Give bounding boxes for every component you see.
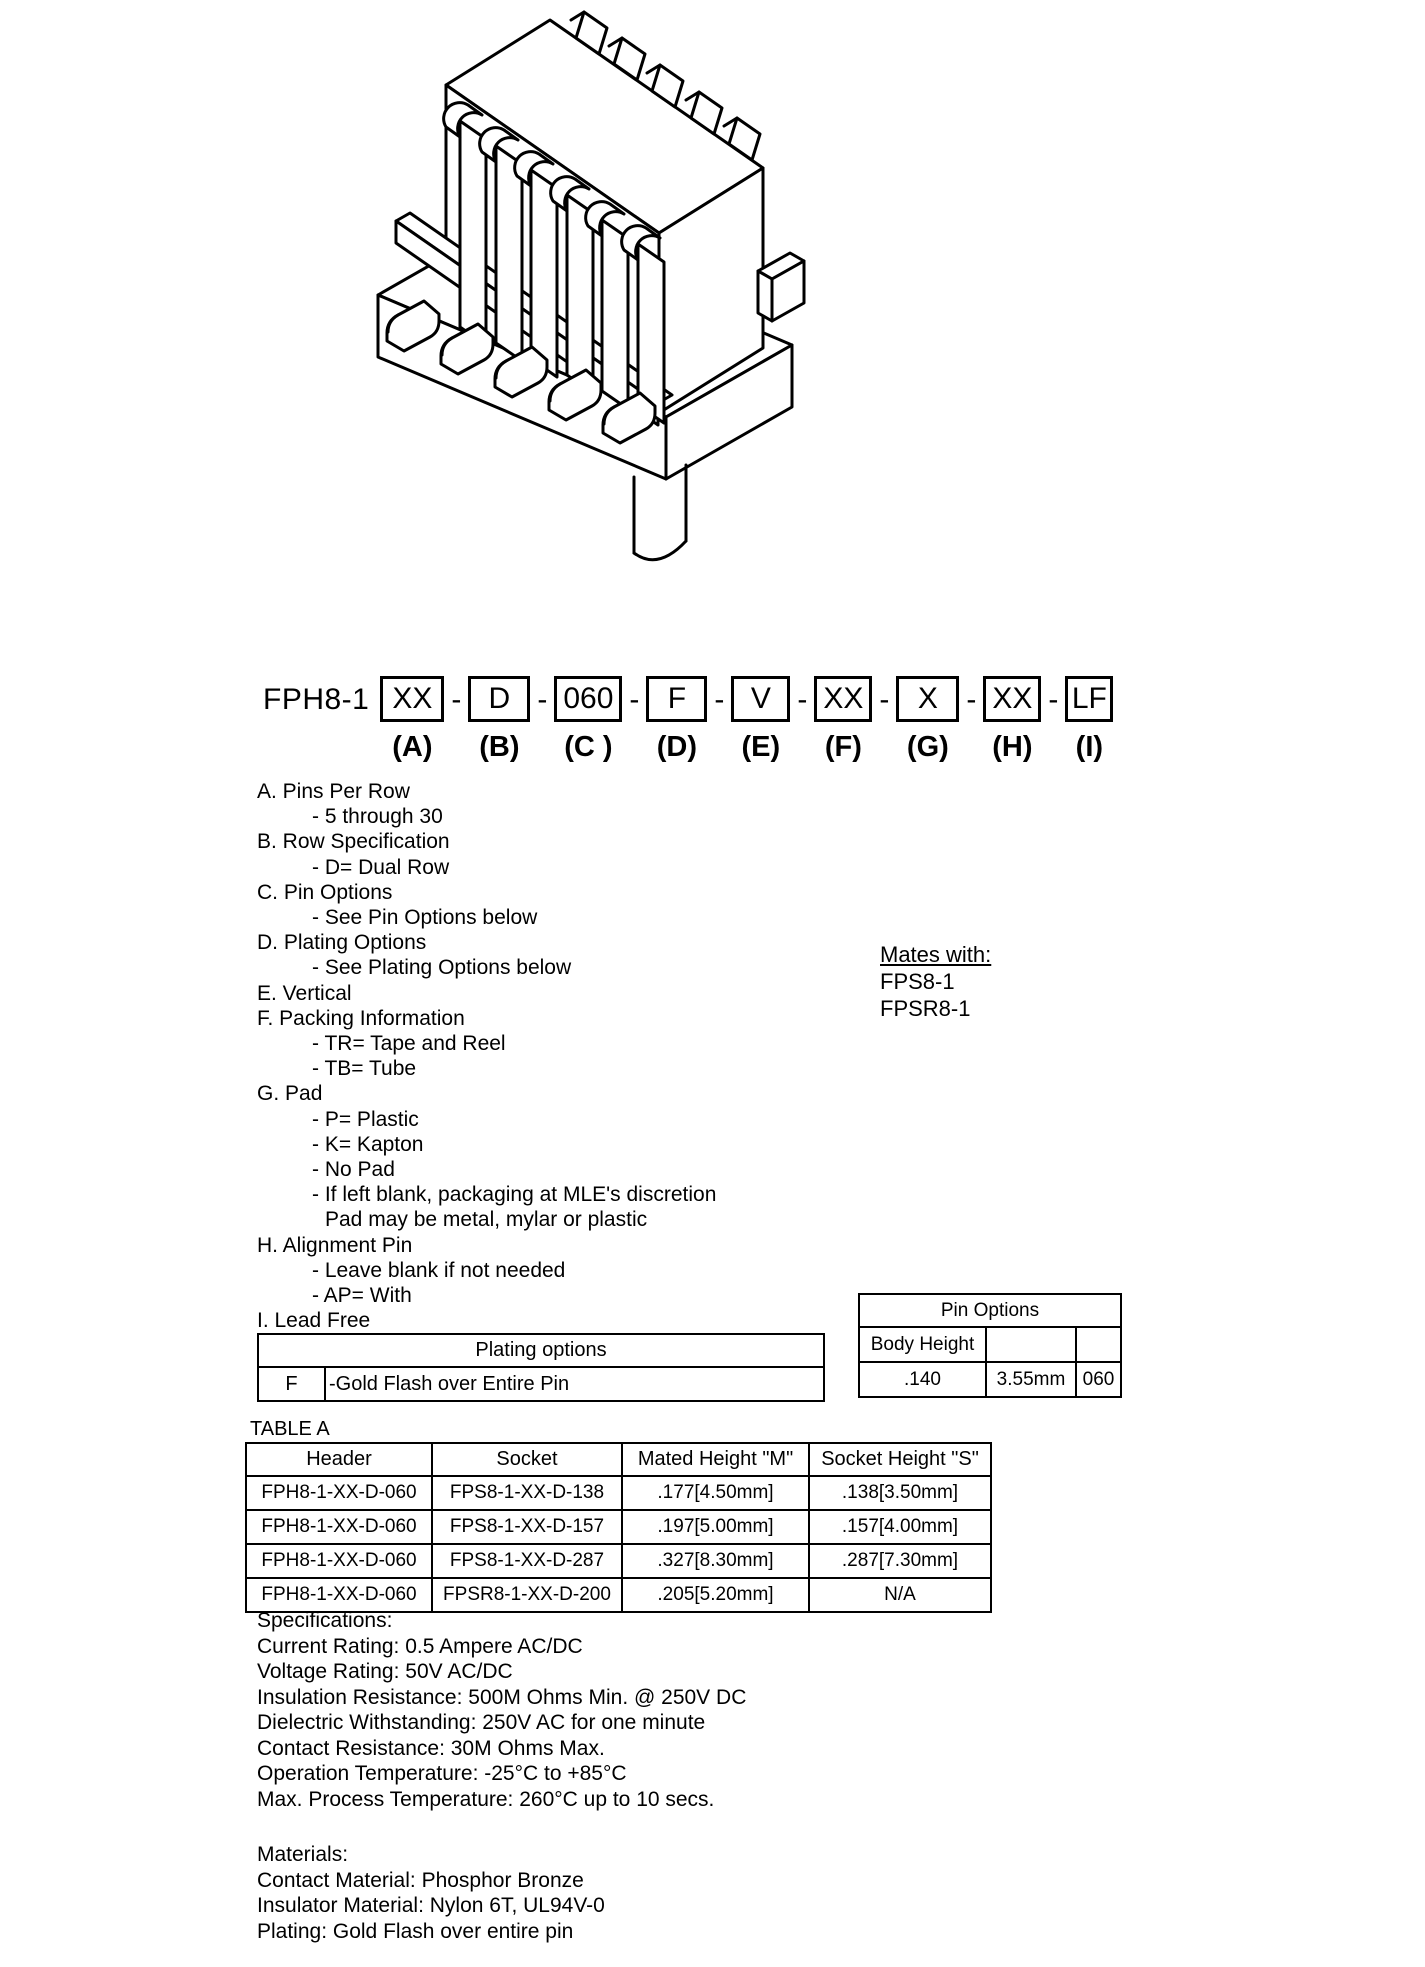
table-a [245, 1442, 992, 1613]
spec-line: Max. Process Temperature: 260°C up to 10 secs. [257, 1787, 715, 1811]
part-number-segment-h [983, 676, 1041, 764]
pin-options-row-header: Body Height [859, 1327, 986, 1362]
part-number-label-h: (H) [992, 731, 1033, 763]
table-a-header: Mated Height "M" [622, 1443, 809, 1476]
dash: - [1048, 683, 1059, 716]
dash: - [629, 683, 640, 716]
specifications-title: Specifications: [257, 1609, 393, 1632]
dash: - [879, 683, 890, 716]
mates-with-item: FPS8-1 [880, 969, 955, 994]
connector-drawing [300, 5, 1000, 660]
option-line: - No Pad [312, 1158, 395, 1182]
option-line: B. Row Specification [257, 830, 450, 854]
mates-with-item: FPSR8-1 [880, 996, 971, 1021]
side-key-tab [758, 253, 804, 321]
material-line: Insulator Material: Nylon 6T, UL94V-0 [257, 1894, 605, 1917]
part-number-segment-e [731, 676, 790, 764]
dash: - [797, 683, 808, 716]
option-line: - K= Kapton [312, 1132, 424, 1156]
mates-with [880, 941, 991, 1022]
part-number-box-e: V [731, 676, 790, 722]
option-line: - P= Plastic [312, 1107, 419, 1131]
option-line: - Leave blank if not needed [312, 1258, 566, 1282]
option-line: - See Pin Options below [312, 906, 538, 930]
part-number-label-d: (D) [656, 731, 697, 763]
part-number-label-e: (E) [741, 731, 781, 763]
dash: - [966, 683, 977, 716]
spec-line: Insulation Resistance: 500M Ohms Min. @ 250V DC [257, 1685, 747, 1709]
part-number-box-h: XX [983, 676, 1041, 722]
part-number-label-a: (A) [392, 731, 433, 763]
table-a-cell: FPH8-1-XX-D-060 [246, 1544, 432, 1578]
table-a-cell: FPSR8-1-XX-D-200 [432, 1578, 622, 1612]
part-number-segment-a [380, 676, 444, 764]
spec-line: Operation Temperature: -25°C to +85°C [257, 1762, 627, 1785]
ordering-options-list [257, 779, 716, 1333]
option-line: - D= Dual Row [312, 855, 450, 879]
table-a-cell: .327[8.30mm] [622, 1544, 809, 1578]
table-a-header: Socket Height "S" [809, 1443, 991, 1476]
materials-title: Materials: [257, 1843, 349, 1866]
option-line: - If left blank, packaging at MLE's discretion [312, 1183, 717, 1207]
plating-table-title: Plating options [258, 1334, 824, 1367]
plating-code-cell: F [258, 1367, 325, 1401]
table-a-cell: FPH8-1-XX-D-060 [246, 1510, 432, 1544]
part-number-label-g: (G) [906, 731, 949, 763]
option-line: - See Plating Options below [312, 956, 572, 980]
dash: - [537, 683, 548, 716]
table-a-header: Socket [432, 1443, 622, 1476]
table-a-header: Header [246, 1443, 432, 1476]
part-number-segment-g [896, 676, 959, 764]
pin-options-title: Pin Options [859, 1294, 1121, 1327]
part-number-row [263, 676, 1117, 764]
table-a-cell: .287[7.30mm] [809, 1544, 991, 1578]
part-number-box-f: XX [814, 676, 872, 722]
part-number-prefix: FPH8-1 [263, 683, 370, 716]
plating-options-table [257, 1333, 825, 1402]
option-line: F. Packing Information [257, 1006, 465, 1030]
table-a-cell: .177[4.50mm] [622, 1476, 809, 1510]
part-number-box-d: F [646, 676, 707, 722]
dash: - [451, 683, 462, 716]
table-a-cell: .197[5.00mm] [622, 1510, 809, 1544]
part-number-label-i: (I) [1075, 731, 1104, 763]
part-number-segment-f [814, 676, 872, 764]
spec-line: Current Rating: 0.5 Ampere AC/DC [257, 1634, 583, 1658]
option-line: D. Plating Options [257, 931, 427, 955]
option-line: E. Vertical [257, 981, 352, 1005]
spec-line: Dielectric Withstanding: 250V AC for one minute [257, 1711, 706, 1734]
alignment-post [634, 465, 686, 560]
table-a-cell: FPH8-1-XX-D-060 [246, 1476, 432, 1510]
option-line: A. Pins Per Row [257, 780, 410, 803]
table-a-cell: FPS8-1-XX-D-157 [432, 1510, 622, 1544]
table-a-cell: N/A [809, 1578, 991, 1612]
part-number-segment-i [1065, 676, 1113, 764]
part-number-box-g: X [896, 676, 959, 722]
part-number-box-i: LF [1065, 676, 1113, 722]
spec-line: Voltage Rating: 50V AC/DC [257, 1660, 513, 1683]
table-a-cell: .138[3.50mm] [809, 1476, 991, 1510]
part-number-segment-b [468, 676, 530, 764]
table-a-cell: FPS8-1-XX-D-287 [432, 1544, 622, 1578]
table-a-cell: FPH8-1-XX-D-060 [246, 1578, 432, 1612]
part-number-label-b: (B) [479, 731, 520, 763]
specifications [257, 1608, 746, 1812]
table-row [246, 1510, 991, 1544]
pin-options-cell: 060 [1076, 1362, 1121, 1397]
part-number-label-f: (F) [824, 731, 862, 763]
table-a-label: TABLE A [250, 1418, 330, 1440]
table-row [246, 1544, 991, 1578]
pin-options-table [858, 1293, 1122, 1398]
table-a-cell: .157[4.00mm] [809, 1510, 991, 1544]
table-row [246, 1578, 991, 1612]
plating-desc-cell: -Gold Flash over Entire Pin [325, 1367, 824, 1401]
part-number-segment-d [646, 676, 707, 764]
material-line: Plating: Gold Flash over entire pin [257, 1919, 574, 1943]
material-line: Contact Material: Phosphor Bronze [257, 1868, 584, 1892]
part-number-box-c: 060 [554, 676, 622, 722]
part-number-segment-c [554, 676, 622, 764]
option-line: Pad may be metal, mylar or plastic [325, 1208, 648, 1232]
option-line: I. Lead Free [257, 1309, 371, 1333]
pin-options-cell: .140 [859, 1362, 986, 1397]
spec-line: Contact Resistance: 30M Ohms Max. [257, 1736, 605, 1760]
option-line: - TB= Tube [312, 1057, 417, 1081]
pin-options-empty-cell [1076, 1327, 1121, 1362]
table-row [246, 1476, 991, 1510]
pin-options-empty-cell [986, 1327, 1076, 1362]
part-number-box-a: XX [380, 676, 444, 722]
table-a-cell: FPS8-1-XX-D-138 [432, 1476, 622, 1510]
part-number-box-b: D [468, 676, 530, 722]
option-line: C. Pin Options [257, 880, 393, 904]
table-a-cell: .205[5.20mm] [622, 1578, 809, 1612]
mates-with-title: Mates with: [880, 942, 992, 967]
part-number-label-c: (C ) [564, 731, 613, 763]
option-line: - TR= Tape and Reel [312, 1032, 506, 1056]
option-line: G. Pad [257, 1082, 323, 1106]
materials [257, 1842, 605, 1944]
option-line: H. Alignment Pin [257, 1233, 413, 1257]
option-line: - 5 through 30 [312, 805, 443, 829]
option-line: - AP= With [312, 1284, 412, 1308]
dash: - [714, 683, 725, 716]
pin-options-cell: 3.55mm [986, 1362, 1076, 1397]
